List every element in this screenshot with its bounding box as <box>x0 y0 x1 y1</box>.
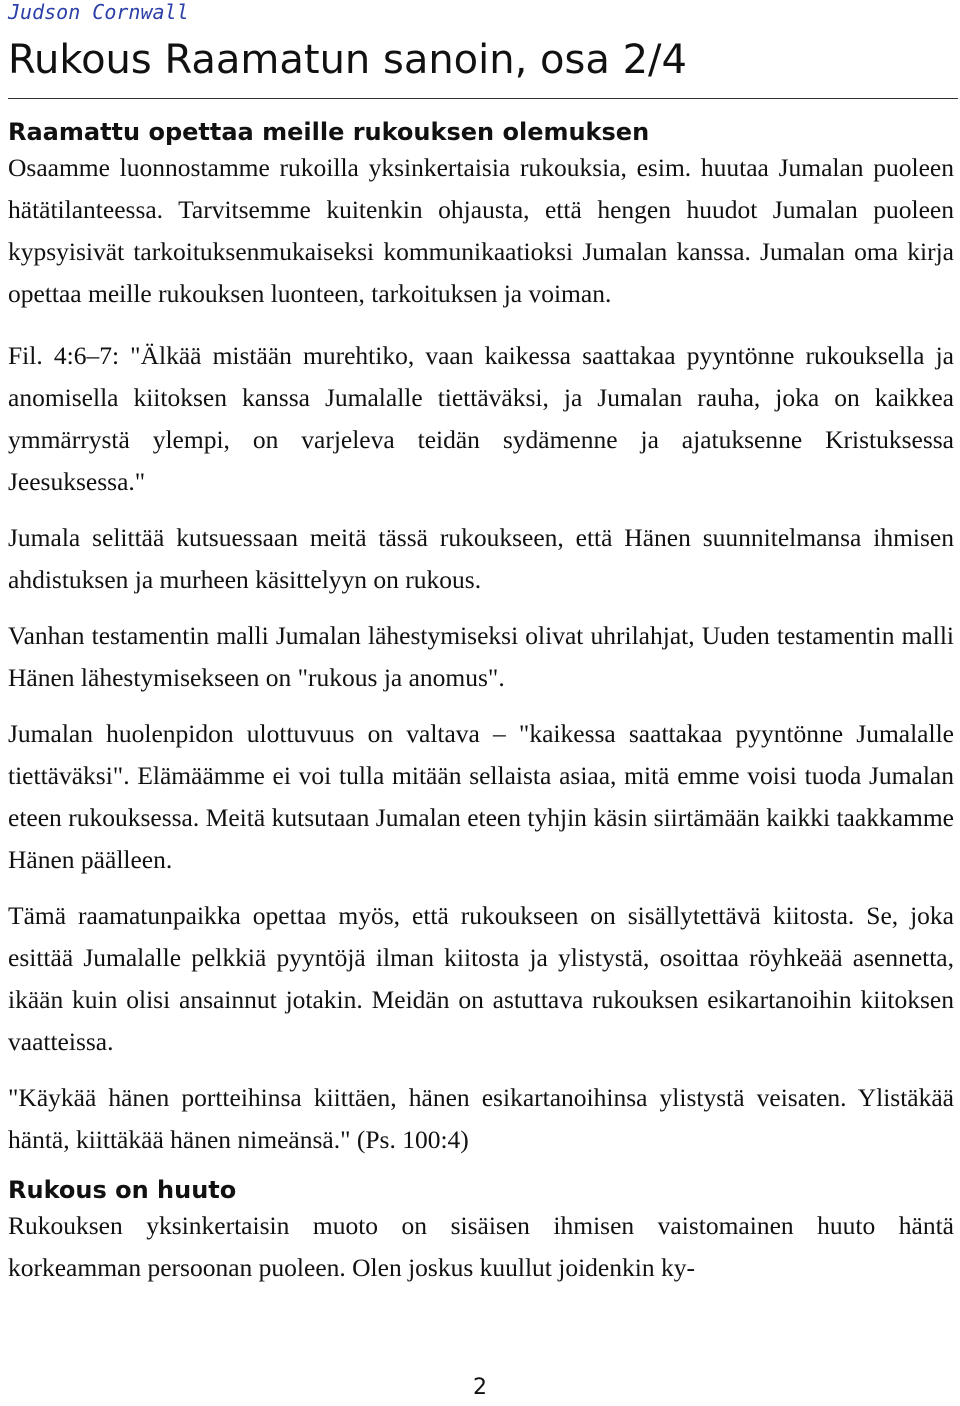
paragraph: Jumalan huolenpidon ulottuvuus on valtava – "kaikessa saattakaa pyyntönne Jumalalle tiettäväksi". Elämäämme ei voi tulla mitään sellaista asiaa, mitä emme voisi tuoda Jumalan eteen rukouksessa. Meitä kutsutaan Jumalan eteen tyhjin käsin siirtämään kaikki taakkamme Hänen päälleen. <box>8 719 954 874</box>
paragraph: Vanhan testamentin malli Jumalan lähestymiseksi olivat uhrilahjat, Uuden testamentin malli Hänen lähestymisekseen on "rukous ja anomus". <box>8 621 954 692</box>
section-heading-olemus: Raamattu opettaa meille rukouksen olemuksen <box>8 118 650 146</box>
bible-quote-fil: Fil. 4:6–7: "Älkää mistään murehtiko, vaan kaikessa saattakaa pyyntönne rukouksella ja anomisella kiitoksen kanssa Jumalalle tiettäväksi, ja Jumalan rauha, joka on kaikkea ymmärrystä ylempi, on varjeleva teidän sydämenne ja ajatuksenne Kristuksessa Jeesuksessa." <box>8 341 954 496</box>
document-page <box>8 0 954 1289</box>
section-heading-huuto: Rukous on huuto <box>8 1176 237 1204</box>
bible-quote-ps: "Käykää hänen portteihinsa kiittäen, hänen esikartanoihinsa ylistystä veisaten. Ylistäkää häntä, kiittäkää hänen nimeänsä." (Ps. 100:4) <box>8 1083 954 1154</box>
document-title: Rukous Raamatun sanoin, osa 2/4 <box>8 37 687 83</box>
author-name: Judson Cornwall <box>8 0 189 24</box>
paragraph: Jumala selittää kutsuessaan meitä tässä rukoukseen, että Hänen suunnitelmansa ihmisen ahdistuksen ja murheen käsittelyyn on rukous. <box>8 523 954 594</box>
paragraph: Tämä raamatunpaikka opettaa myös, että rukoukseen on sisällytettävä kiitosta. Se, joka esittää Jumalalle pelkkiä pyyntöjä ilman kiitosta ja ylistystä, osoittaa röyhkeää asennetta, ikään kuin olisi ansainnut jotakin. Meidän on astuttava rukouksen esikartanoihin kiitoksen vaatteissa. <box>8 901 954 1056</box>
page-number: 2 <box>473 1375 487 1400</box>
paragraph: Osaamme luonnostamme rukoilla yksinkertaisia rukouksia, esim. huutaa Jumalan puoleen hätätilanteessa. Tarvitsemme kuitenkin ohjausta, että hengen huudot Jumalan puoleen kypsyisivät tarkoituksenmukaiseksi kommunikaatioksi Jumalan kanssa. Jumalan oma kirja opettaa meille rukouksen luonteen, tarkoituksen ja voiman. <box>8 153 954 308</box>
paragraph: Rukouksen yksinkertaisin muoto on sisäisen ihmisen vaistomainen huuto häntä korkeamman persoonan puoleen. Olen joskus kuullut joidenkin ky- <box>8 1211 954 1282</box>
title-divider <box>8 98 958 99</box>
